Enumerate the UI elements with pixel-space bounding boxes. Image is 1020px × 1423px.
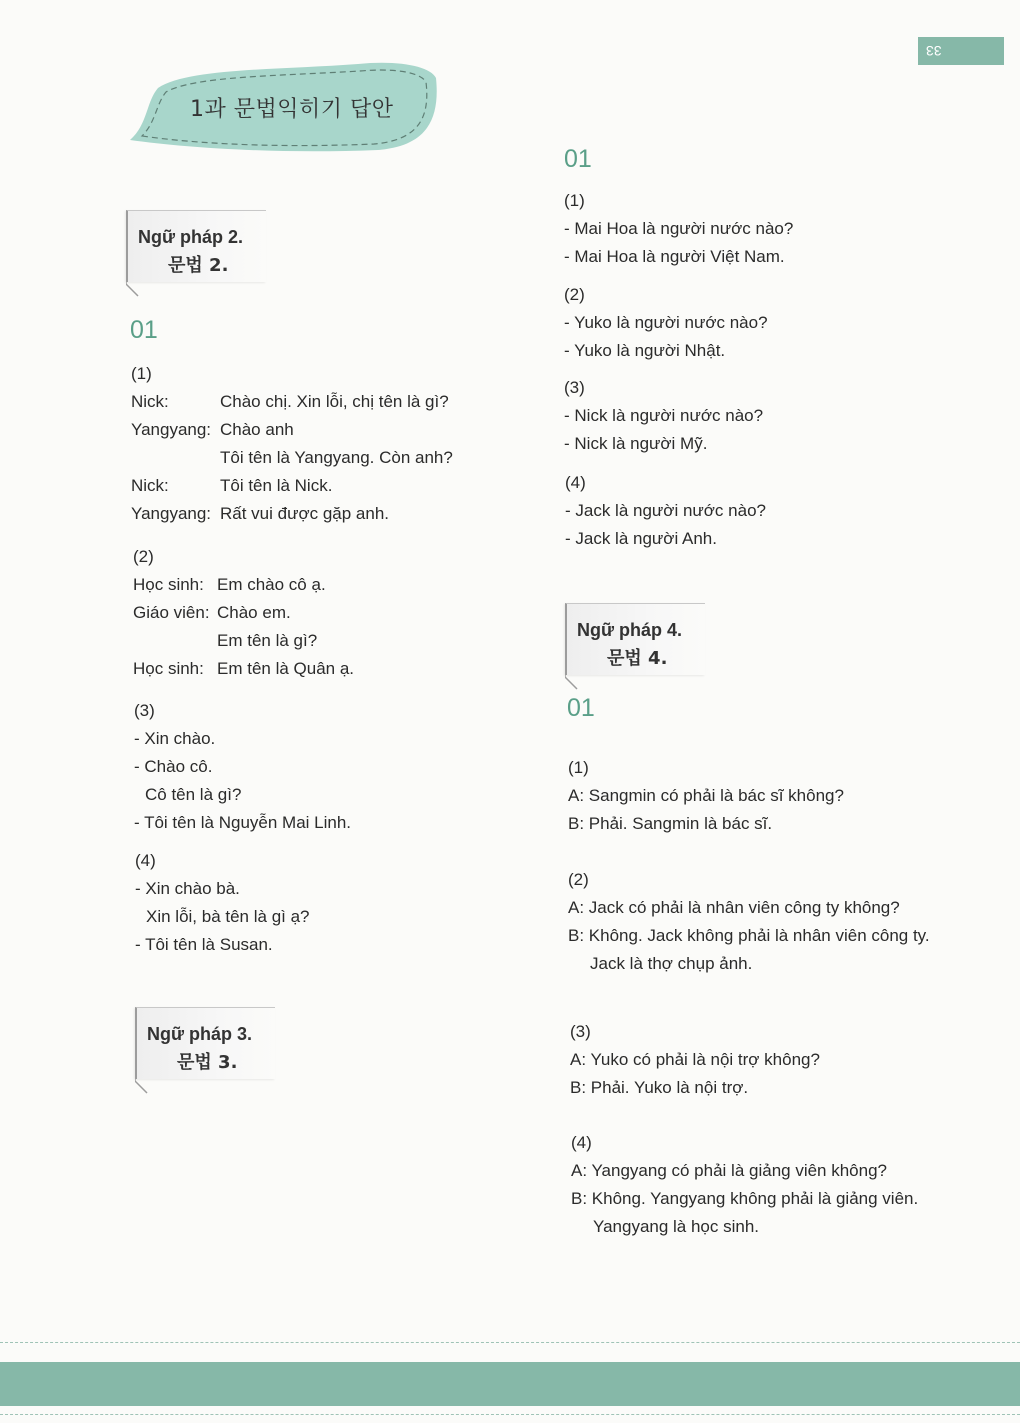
answer-line: Xin lỗi, bà tên là gì ạ? bbox=[146, 907, 310, 926]
footer-dashed-line-bottom bbox=[0, 1414, 1020, 1415]
answer-3 bbox=[134, 697, 351, 837]
exercise-number-01: 01 bbox=[564, 145, 592, 173]
speaker: Giáo viên: bbox=[133, 603, 210, 622]
grammar-2-ko: 문법 2. bbox=[168, 255, 229, 276]
answer-line: - Nick là người Mỹ. bbox=[564, 434, 708, 453]
job-answer-4 bbox=[571, 1129, 918, 1241]
exercise-number-01: 01 bbox=[567, 694, 595, 722]
answer-line: B: Phải. Yuko là nội trợ. bbox=[570, 1078, 749, 1097]
answer-label: (4) bbox=[571, 1133, 592, 1152]
dialogue-line: Chào chị. Xin lỗi, chị tên là gì? bbox=[220, 392, 449, 411]
dialogue-line: Tôi tên là Nick. bbox=[220, 476, 333, 495]
answer-line: - Jack là người nước nào? bbox=[565, 501, 766, 520]
box-tail bbox=[126, 282, 142, 298]
answer-line: A: Sangmin có phải là bác sĩ không? bbox=[568, 786, 844, 805]
answer-line: - Jack là người Anh. bbox=[565, 529, 717, 548]
page-number-tab bbox=[918, 37, 1004, 65]
answer-line: Jack là thợ chụp ảnh. bbox=[590, 954, 753, 973]
answer-label: (2) bbox=[133, 547, 154, 566]
answer-label: (2) bbox=[564, 285, 585, 304]
answer-line: - Yuko là người Nhật. bbox=[564, 341, 726, 360]
answer-2 bbox=[133, 543, 354, 683]
answer-label: (1) bbox=[568, 758, 589, 777]
answer-label: (1) bbox=[564, 191, 585, 210]
nationality-answer-3 bbox=[564, 374, 763, 458]
dialogue-line: Chào anh bbox=[220, 420, 294, 439]
answer-line: A: Yuko có phải là nội trợ không? bbox=[570, 1050, 820, 1069]
answer-1 bbox=[131, 360, 453, 528]
dialogue-line: Em chào cô ạ. bbox=[217, 575, 326, 594]
speaker: Nick: bbox=[131, 392, 169, 411]
speaker: Nick: bbox=[131, 476, 169, 495]
answer-label: (4) bbox=[135, 851, 156, 870]
answer-line: - Nick là người nước nào? bbox=[564, 406, 764, 425]
answer-line: - Tôi tên là Susan. bbox=[135, 935, 273, 954]
grammar-3-box bbox=[135, 1007, 275, 1079]
speaker: Học sinh: bbox=[133, 575, 204, 594]
exercise-number-01: 01 bbox=[130, 316, 158, 344]
nationality-answer-1 bbox=[564, 187, 793, 271]
dialogue-line: Em tên là gì? bbox=[217, 631, 318, 650]
section-title: 1과 문법익히기 답안 bbox=[190, 97, 394, 122]
job-answer-1 bbox=[568, 754, 844, 838]
box-tail bbox=[565, 675, 581, 691]
job-answer-2 bbox=[568, 866, 930, 978]
answer-line: A: Yangyang có phải là giảng viên không? bbox=[571, 1161, 888, 1180]
answer-line: - Mai Hoa là người nước nào? bbox=[564, 219, 794, 238]
section-title-banner bbox=[128, 58, 440, 160]
answer-label: (3) bbox=[134, 701, 155, 720]
answer-line: B: Không. Yangyang không phải là giảng viên. bbox=[571, 1189, 919, 1208]
nationality-answer-2 bbox=[564, 281, 768, 365]
job-answer-3 bbox=[570, 1018, 820, 1102]
speaker: Yangyang: bbox=[131, 504, 212, 523]
nationality-answer-4 bbox=[565, 469, 766, 553]
answer-line: - Yuko là người nước nào? bbox=[564, 313, 768, 332]
answer-line: - Mai Hoa là người Việt Nam. bbox=[564, 247, 785, 266]
answer-4 bbox=[135, 847, 310, 959]
dialogue-line: Em tên là Quân ạ. bbox=[217, 659, 355, 678]
footer-band bbox=[0, 1362, 1020, 1406]
grammar-4-box bbox=[565, 603, 705, 675]
grammar-2-vi: Ngữ pháp 2. bbox=[138, 227, 244, 247]
dialogue-line: Tôi tên là Yangyang. Còn anh? bbox=[220, 448, 453, 467]
answer-label: (2) bbox=[568, 870, 589, 889]
answer-line: Cô tên là gì? bbox=[145, 785, 242, 804]
answer-line: - Xin chào bà. bbox=[135, 879, 240, 898]
grammar-4-vi: Ngữ pháp 4. bbox=[577, 620, 683, 640]
speaker: Yangyang: bbox=[131, 420, 212, 439]
answer-label: (4) bbox=[565, 473, 586, 492]
dialogue-line: Chào em. bbox=[217, 603, 291, 622]
answer-line: - Xin chào. bbox=[134, 729, 216, 748]
answer-label: (3) bbox=[564, 378, 585, 397]
answer-line: - Chào cô. bbox=[134, 757, 213, 776]
answer-line: A: Jack có phải là nhân viên công ty không? bbox=[568, 898, 900, 917]
answer-label: (3) bbox=[570, 1022, 591, 1041]
grammar-4-ko: 문법 4. bbox=[607, 648, 668, 669]
footer-dashed-line bbox=[0, 1342, 1020, 1343]
answer-line: - Tôi tên là Nguyễn Mai Linh. bbox=[134, 813, 352, 832]
answer-line: B: Phải. Sangmin là bác sĩ. bbox=[568, 814, 773, 833]
grammar-3-vi: Ngữ pháp 3. bbox=[147, 1024, 253, 1044]
grammar-2-box bbox=[126, 210, 266, 282]
answer-line: Yangyang là học sinh. bbox=[593, 1217, 760, 1236]
page-number: 33 bbox=[926, 43, 942, 59]
answer-line: B: Không. Jack không phải là nhân viên công ty. bbox=[568, 926, 930, 945]
dialogue-line: Rất vui được gặp anh. bbox=[220, 504, 390, 523]
box-tail bbox=[135, 1079, 151, 1095]
answer-label: (1) bbox=[131, 364, 152, 383]
speaker: Học sinh: bbox=[133, 659, 204, 678]
grammar-3-ko: 문법 3. bbox=[177, 1052, 238, 1073]
